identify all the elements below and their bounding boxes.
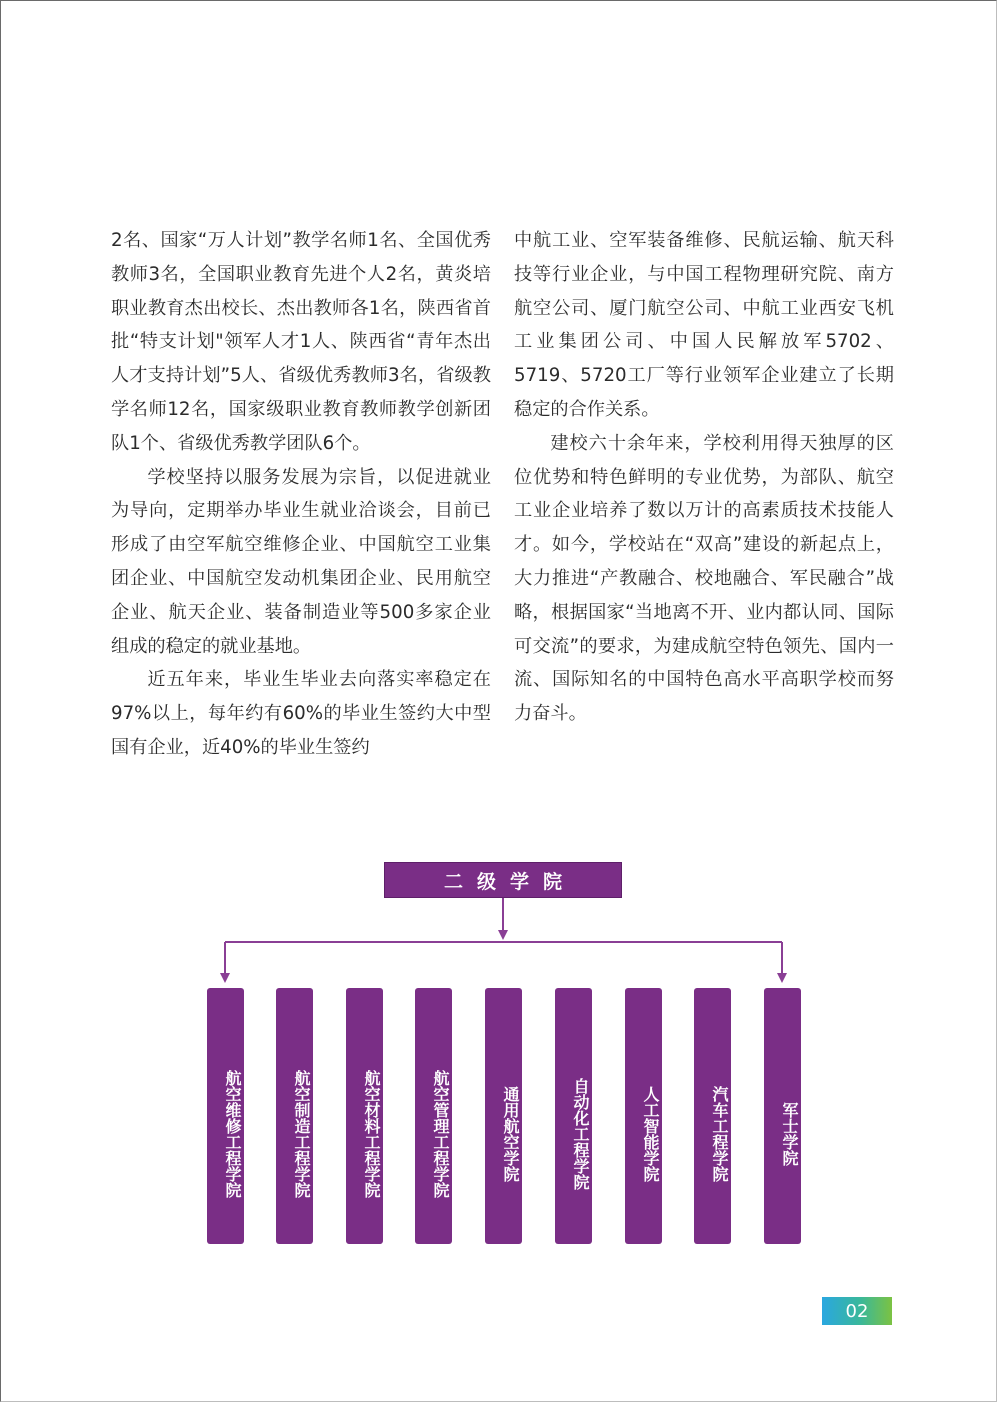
arrow-down-icon xyxy=(498,930,508,940)
college-box: 航空维修工程学院 xyxy=(207,988,244,1244)
page-number: 02 xyxy=(822,1297,892,1325)
college-box: 自动化工程学院 xyxy=(555,988,592,1244)
paragraph: 2名、国家“万人计划”教学名师1名、全国优秀教师3名，全国职业教育先进个人2名，黄炎培职业教育杰出校长、杰出教师各1名，陕西省首批“特支计划"领军人才1人、陕西省“青年杰出人才支持计划”5人、省级优秀教师3名，省级教学名师12名，国家级职业教育教师教学创新团队1个、省级优秀教学团队6个。 xyxy=(111,230,491,454)
college-box: 通用航空学院 xyxy=(485,988,522,1244)
paragraph: 中航工业、空军装备维修、民航运输、航天科技等行业企业，与中国工程物理研究院、南方航空公司、厦门航空公司、中航工业西安飞机工业集团公司、中国人民解放军5702、5719、5720工厂等行业领军企业建立了长期稳定的合作关系。 xyxy=(514,230,894,420)
college-box: 人工智能学院 xyxy=(625,988,662,1244)
org-chart-title: 二级学院 xyxy=(384,862,622,898)
paragraph: 近五年来，毕业生毕业去向落实率稳定在97%以上，每年约有60%的毕业生签约大中型国有企业，近40%的毕业生签约 xyxy=(111,669,491,758)
college-box: 汽车工程学院 xyxy=(694,988,731,1244)
paragraph: 学校坚持以服务发展为宗旨，以促进就业为导向，定期举办毕业生就业洽谈会，目前已形成了由空军航空维修企业、中国航空工业集团企业、中国航空发动机集团企业、民用航空企业、航天企业、装备制造业等500多家企业组成的稳定的就业基地。 xyxy=(111,466,491,657)
college-box: 军士学院 xyxy=(764,988,801,1244)
college-box: 航空制造工程学院 xyxy=(276,988,313,1244)
arrow-down-icon xyxy=(220,973,230,983)
college-box: 航空材料工程学院 xyxy=(346,988,383,1244)
arrow-down-icon xyxy=(777,973,787,983)
paragraph: 建校六十余年来，学校利用得天独厚的区位优势和特色鲜明的专业优势，为部队、航空工业企业培养了数以万计的高素质技术技能人才。如今，学校站在“双高”建设的新起点上，大力推进“产教融合、校地融合、军民融合”战略，根据国家“当地离不开、业内都认同、国际可交流”的要求，为建成航空特色领先、国内一流、国际知名的中国特色高水平高职学校而努力奋斗。 xyxy=(514,432,894,725)
college-box: 航空管理工程学院 xyxy=(415,988,452,1244)
